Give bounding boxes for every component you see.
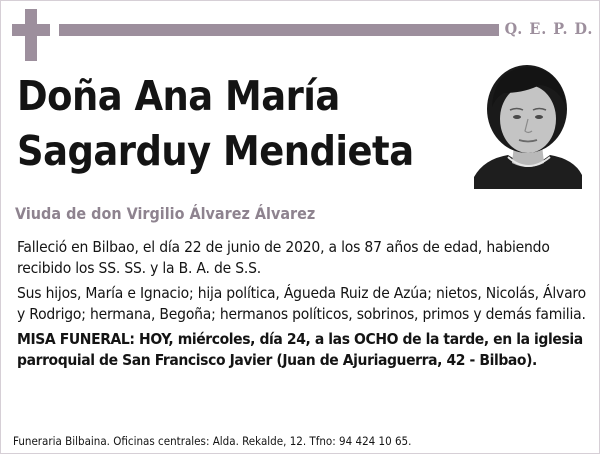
portrait-photo	[474, 59, 582, 189]
qepd-label: Q. E. P. D.	[504, 19, 594, 38]
deceased-name	[17, 69, 467, 179]
family-paragraph: Sus hijos, María e Ignacio; hija política, Águeda Ruiz de Azúa; nietos, Nicolás, Álvaro y Rodrigo; hermana, Begoña; hermanos políticos, sobrinos, primos y demás familia.	[17, 284, 586, 323]
death-notice-paragraph: Falleció en Bilbao, el día 22 de junio de 2020, a los 87 años de edad, habiendo recibido los SS. SS. y la B. A. de S.S.	[17, 238, 550, 277]
funeral-home-footer: Funeraria Bilbaina. Oficinas centrales: Alda. Rekalde, 12. Tfno: 94 424 10 65.	[13, 434, 412, 448]
header-rule	[59, 24, 499, 36]
obituary-body	[17, 237, 587, 375]
cross-horizontal-bar	[12, 24, 50, 36]
deceased-name-line-1: Doña Ana María	[17, 72, 340, 120]
deceased-name-line-2: Sagarduy Mendieta	[17, 127, 414, 175]
portrait-image	[474, 59, 582, 189]
cross-icon	[12, 9, 50, 61]
widow-of-line: Viuda de don Virgilio Álvarez Álvarez	[15, 204, 316, 223]
funeral-mass-paragraph: MISA FUNERAL: HOY, miércoles, día 24, a las OCHO de la tarde, en la iglesia parroquial de San Francisco Javier (Juan de Ajuriaguerra, 42 - Bilbao).	[17, 330, 583, 369]
